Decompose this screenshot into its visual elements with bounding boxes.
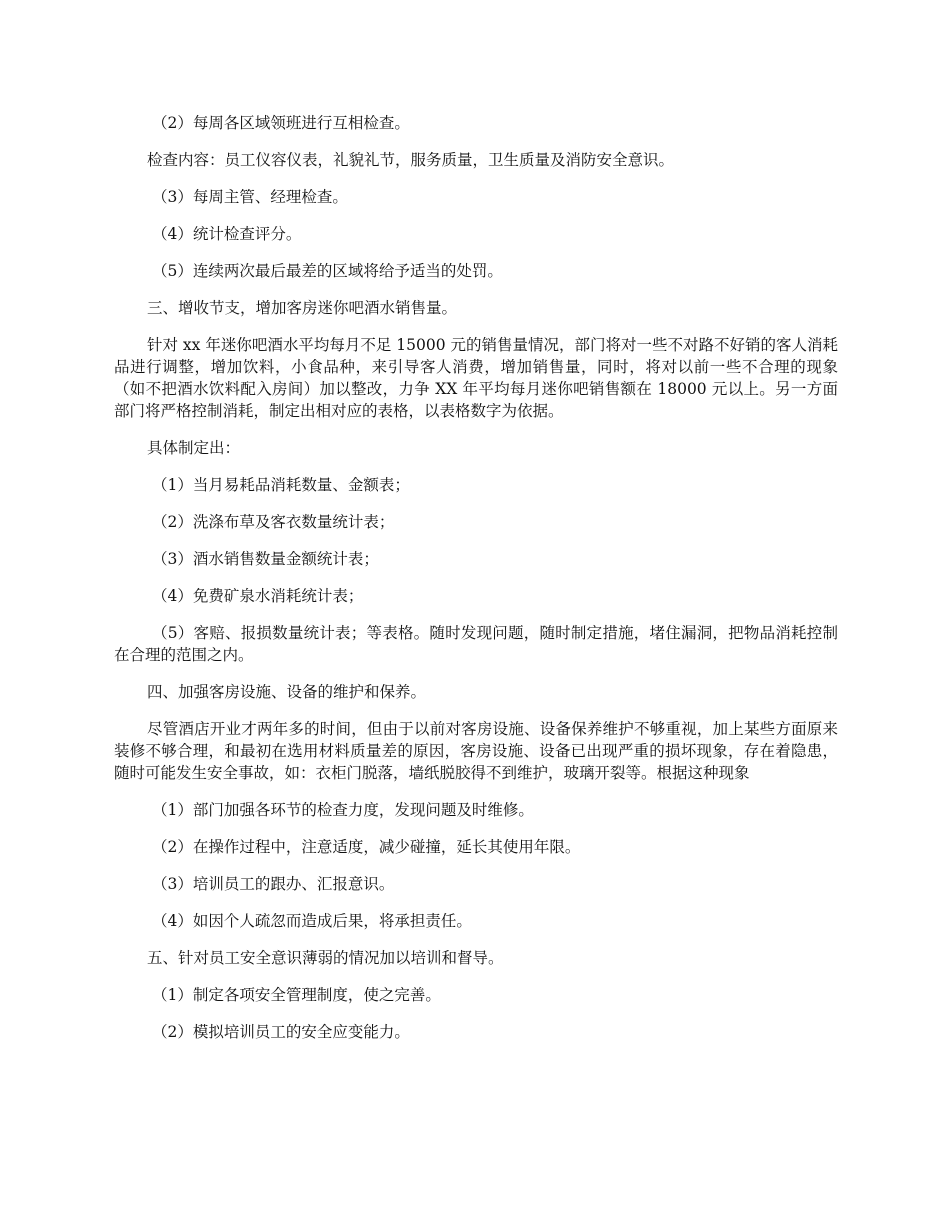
- list-item: （3）酒水销售数量金额统计表；: [152, 550, 379, 568]
- list-item: （2）每周各区域领班进行互相检查。: [152, 114, 410, 132]
- list-item: （2）在操作过程中，注意适度，减少碰撞，延长其使用年限。: [152, 838, 581, 856]
- paragraph: 检查内容：员工仪容仪表，礼貌礼节，服务质量，卫生质量及消防安全意识。: [147, 151, 675, 169]
- list-item: （3）培训员工的跟办、汇报意识。: [152, 875, 395, 893]
- list-item: （3）每周主管、经理检查。: [152, 188, 348, 206]
- list-item: （1）制定各项安全管理制度，使之完善。: [152, 986, 441, 1004]
- paragraph: 尽管酒店开业才两年多的时间，但由于以前对客房设施、设备保养维护不够重视，加上某些方面原来装修不够合理，和最初在选用材料质量差的原因，客房设施、设备已出现严重的损坏现象，存在着隐患，随时可能发生安全事故，如：衣柜门脱落，墙纸脱胶得不到维护，玻璃开裂等。根据这种现象: [114, 720, 838, 782]
- list-item: （4）免费矿泉水消耗统计表；: [152, 587, 364, 605]
- paragraph: 针对 xx 年迷你吧酒水平均每月不足 15000 元的销售量情况，部门将对一些不对路不好销的客人消耗品进行调整，增加饮料，小食品种，来引导客人消费，增加销售量，同时，将对以前一些不合理的现象（如不把酒水饮料配入房间）加以整改，力争 XX 年平均每月迷你吧销售额在 18000 元以上。另一方面部门将严格控制消耗，制定出相对应的表格，以表格数字为依据。: [114, 336, 839, 420]
- list-item: （1）当月易耗品消耗数量、金额表；: [152, 476, 410, 494]
- list-item: （2）模拟培训员工的安全应变能力。: [152, 1023, 410, 1041]
- section-heading: 三、增收节支，增加客房迷你吧酒水销售量。: [147, 299, 458, 317]
- list-item: （5）客赔、报损数量统计表；等表格。随时发现问题，随时制定措施，堵住漏洞，把物品消耗控制在合理的范围之内。: [114, 624, 838, 664]
- list-item: （4）统计检查评分。: [152, 225, 302, 243]
- list-item: （5）连续两次最后最差的区域将给予适当的处罚。: [152, 262, 503, 280]
- section-heading: 五、针对员工安全意识薄弱的情况加以培训和督导。: [147, 949, 504, 967]
- section-heading: 四、加强客房设施、设备的维护和保养。: [147, 683, 427, 701]
- list-item: （4）如因个人疏忽而造成后果，将承担责任。: [152, 912, 472, 930]
- list-item: （1）部门加强各环节的检查力度，发现问题及时维修。: [152, 801, 534, 819]
- document-page: [114, 112, 838, 1058]
- list-item: （2）洗涤布草及客衣数量统计表；: [152, 513, 395, 531]
- paragraph: 具体制定出：: [147, 439, 241, 457]
